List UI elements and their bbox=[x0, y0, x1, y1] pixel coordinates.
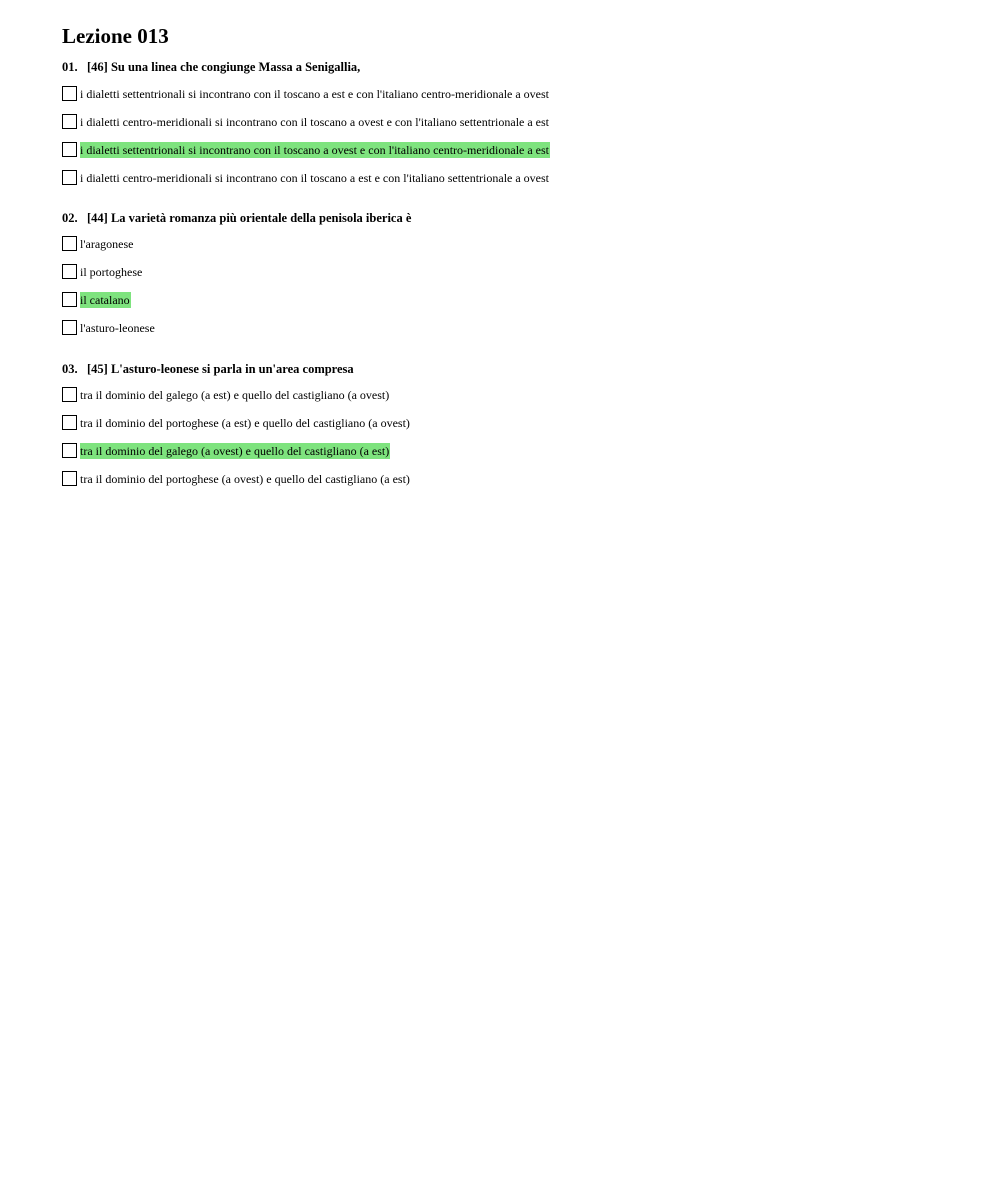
question-number: 02. bbox=[62, 211, 78, 225]
question-text: [44] La varietà romanza più orientale della penisola iberica è bbox=[87, 211, 412, 225]
answer-text: i dialetti centro-meridionali si incontrano con il toscano a est e con l'italiano settentrionale a ovest bbox=[80, 171, 550, 185]
answer-text: il portoghese bbox=[80, 265, 143, 279]
question-heading bbox=[62, 361, 354, 377]
answer-text: l'aragonese bbox=[80, 237, 134, 251]
checkbox-icon[interactable] bbox=[62, 170, 77, 185]
answer-text: i dialetti settentrionali si incontrano con il toscano a est e con l'italiano centro-meridionale a ovest bbox=[80, 87, 550, 101]
answer-text: tra il dominio del galego (a est) e quello del castigliano (a ovest) bbox=[80, 388, 390, 402]
answer-text: l'asturo-leonese bbox=[80, 321, 155, 335]
checkbox-icon[interactable] bbox=[62, 292, 77, 307]
checkbox-icon[interactable] bbox=[62, 114, 77, 129]
question-text: [46] Su una linea che congiunge Massa a Senigallia, bbox=[87, 60, 361, 74]
page-title: Lezione 013 bbox=[62, 24, 169, 48]
question-text: [45] L'asturo-leonese si parla in un'area compresa bbox=[87, 362, 354, 376]
checkbox-icon[interactable] bbox=[62, 415, 77, 430]
question-heading bbox=[62, 59, 360, 75]
question-heading bbox=[62, 210, 411, 226]
answer-text: tra il dominio del portoghese (a est) e quello del castigliano (a ovest) bbox=[80, 416, 410, 430]
checkbox-icon[interactable] bbox=[62, 387, 77, 402]
checkbox-icon[interactable] bbox=[62, 471, 77, 486]
checkbox-icon[interactable] bbox=[62, 264, 77, 279]
checkbox-icon[interactable] bbox=[62, 443, 77, 458]
answer-text: i dialetti centro-meridionali si incontrano con il toscano a ovest e con l'italiano settentrionale a est bbox=[80, 115, 550, 129]
checkbox-icon[interactable] bbox=[62, 142, 77, 157]
question-number: 03. bbox=[62, 362, 78, 376]
answer-text: il catalano bbox=[80, 293, 130, 307]
checkbox-icon[interactable] bbox=[62, 320, 77, 335]
answer-text: i dialetti settentrionali si incontrano con il toscano a ovest e con l'italiano centro-meridionale a est bbox=[80, 143, 550, 157]
checkbox-icon[interactable] bbox=[62, 86, 77, 101]
question-number: 01. bbox=[62, 60, 78, 74]
answer-text: tra il dominio del galego (a ovest) e quello del castigliano (a est) bbox=[80, 444, 390, 458]
checkbox-icon[interactable] bbox=[62, 236, 77, 251]
answer-text: tra il dominio del portoghese (a ovest) e quello del castigliano (a est) bbox=[80, 472, 410, 486]
